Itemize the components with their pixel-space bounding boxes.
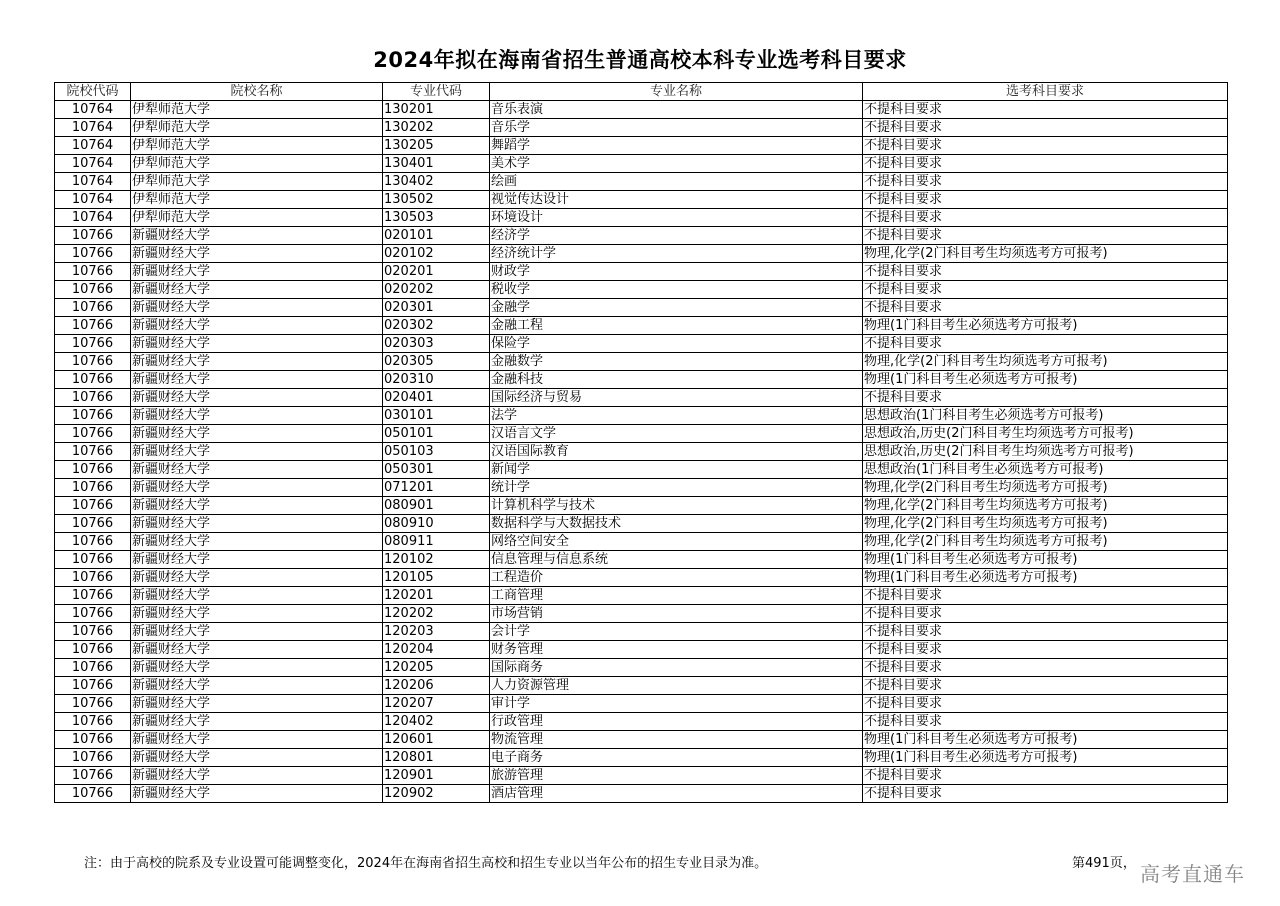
subject-requirement-cell: 不提科目要求 <box>863 659 1228 677</box>
school-code-cell: 10764 <box>55 101 131 119</box>
major-name-cell: 网络空间安全 <box>490 533 863 551</box>
major-name-cell: 经济统计学 <box>490 245 863 263</box>
major-name-cell: 美术学 <box>490 155 863 173</box>
school-code-cell: 10766 <box>55 623 131 641</box>
major-code-cell: 120105 <box>383 569 490 587</box>
school-name-cell: 新疆财经大学 <box>131 263 383 281</box>
table-row <box>55 605 1228 623</box>
major-name-cell: 经济学 <box>490 227 863 245</box>
table-row <box>55 101 1228 119</box>
major-name-cell: 人力资源管理 <box>490 677 863 695</box>
major-name-cell: 汉语言文学 <box>490 425 863 443</box>
major-name-cell: 新闻学 <box>490 461 863 479</box>
subject-requirement-cell: 不提科目要求 <box>863 119 1228 137</box>
major-name-cell: 环境设计 <box>490 209 863 227</box>
major-name-cell: 信息管理与信息系统 <box>490 551 863 569</box>
major-code-cell: 050101 <box>383 425 490 443</box>
table-row <box>55 227 1228 245</box>
major-code-cell: 020302 <box>383 317 490 335</box>
school-code-cell: 10766 <box>55 533 131 551</box>
school-code-cell: 10766 <box>55 605 131 623</box>
school-name-cell: 新疆财经大学 <box>131 299 383 317</box>
table-row <box>55 245 1228 263</box>
major-name-cell: 音乐表演 <box>490 101 863 119</box>
subject-requirement-cell: 不提科目要求 <box>863 767 1228 785</box>
major-name-cell: 金融科技 <box>490 371 863 389</box>
header-major-name: 专业名称 <box>490 83 863 101</box>
major-name-cell: 工程造价 <box>490 569 863 587</box>
school-name-cell: 新疆财经大学 <box>131 767 383 785</box>
school-code-cell: 10764 <box>55 209 131 227</box>
school-code-cell: 10766 <box>55 785 131 803</box>
school-code-cell: 10766 <box>55 389 131 407</box>
major-name-cell: 税收学 <box>490 281 863 299</box>
major-code-cell: 030101 <box>383 407 490 425</box>
school-code-cell: 10766 <box>55 515 131 533</box>
subject-requirement-cell: 不提科目要求 <box>863 605 1228 623</box>
school-code-cell: 10766 <box>55 443 131 461</box>
school-code-cell: 10766 <box>55 281 131 299</box>
school-name-cell: 新疆财经大学 <box>131 317 383 335</box>
subject-requirement-cell: 物理,化学(2门科目考生均须选考方可报考) <box>863 533 1228 551</box>
school-name-cell: 新疆财经大学 <box>131 551 383 569</box>
school-code-cell: 10766 <box>55 695 131 713</box>
school-name-cell: 新疆财经大学 <box>131 497 383 515</box>
major-name-cell: 舞蹈学 <box>490 137 863 155</box>
subject-requirement-cell: 不提科目要求 <box>863 389 1228 407</box>
school-name-cell: 新疆财经大学 <box>131 245 383 263</box>
header-school-name: 院校名称 <box>131 83 383 101</box>
major-code-cell: 130201 <box>383 101 490 119</box>
table-row <box>55 767 1228 785</box>
subject-requirement-cell: 不提科目要求 <box>863 695 1228 713</box>
major-name-cell: 数据科学与大数据技术 <box>490 515 863 533</box>
school-code-cell: 10766 <box>55 497 131 515</box>
major-name-cell: 审计学 <box>490 695 863 713</box>
major-code-cell: 020202 <box>383 281 490 299</box>
subject-requirement-cell: 思想政治,历史(2门科目考生均须选考方可报考) <box>863 425 1228 443</box>
major-code-cell: 120207 <box>383 695 490 713</box>
school-name-cell: 伊犁师范大学 <box>131 119 383 137</box>
table-row <box>55 569 1228 587</box>
school-code-cell: 10766 <box>55 335 131 353</box>
subject-requirement-cell: 不提科目要求 <box>863 173 1228 191</box>
major-name-cell: 法学 <box>490 407 863 425</box>
school-name-cell: 伊犁师范大学 <box>131 101 383 119</box>
major-code-cell: 120205 <box>383 659 490 677</box>
major-name-cell: 财务管理 <box>490 641 863 659</box>
school-name-cell: 伊犁师范大学 <box>131 137 383 155</box>
school-code-cell: 10766 <box>55 227 131 245</box>
school-name-cell: 新疆财经大学 <box>131 605 383 623</box>
major-name-cell: 行政管理 <box>490 713 863 731</box>
subject-requirement-cell: 不提科目要求 <box>863 191 1228 209</box>
school-name-cell: 伊犁师范大学 <box>131 191 383 209</box>
subject-requirement-cell: 物理,化学(2门科目考生均须选考方可报考) <box>863 245 1228 263</box>
table-row <box>55 425 1228 443</box>
major-code-cell: 020305 <box>383 353 490 371</box>
major-code-cell: 020101 <box>383 227 490 245</box>
subject-requirement-cell: 不提科目要求 <box>863 155 1228 173</box>
school-code-cell: 10766 <box>55 587 131 605</box>
table-row <box>55 479 1228 497</box>
table-row <box>55 119 1228 137</box>
school-name-cell: 新疆财经大学 <box>131 659 383 677</box>
subject-requirement-cell: 不提科目要求 <box>863 713 1228 731</box>
major-code-cell: 120204 <box>383 641 490 659</box>
school-code-cell: 10764 <box>55 191 131 209</box>
table-row <box>55 659 1228 677</box>
school-name-cell: 新疆财经大学 <box>131 695 383 713</box>
school-name-cell: 新疆财经大学 <box>131 623 383 641</box>
subject-requirement-cell: 不提科目要求 <box>863 101 1228 119</box>
school-name-cell: 新疆财经大学 <box>131 281 383 299</box>
table-row <box>55 713 1228 731</box>
table-row <box>55 353 1228 371</box>
table-header-row <box>55 83 1228 101</box>
major-code-cell: 120203 <box>383 623 490 641</box>
subject-requirement-cell: 物理(1门科目考生必须选考方可报考) <box>863 749 1228 767</box>
school-code-cell: 10766 <box>55 677 131 695</box>
header-subject-requirement: 选考科目要求 <box>863 83 1228 101</box>
major-name-cell: 统计学 <box>490 479 863 497</box>
header-school-code: 院校代码 <box>55 83 131 101</box>
table-row <box>55 371 1228 389</box>
table-row <box>55 263 1228 281</box>
table-row <box>55 209 1228 227</box>
subject-requirement-cell: 不提科目要求 <box>863 785 1228 803</box>
school-code-cell: 10766 <box>55 371 131 389</box>
school-name-cell: 新疆财经大学 <box>131 785 383 803</box>
school-code-cell: 10766 <box>55 641 131 659</box>
major-code-cell: 071201 <box>383 479 490 497</box>
school-code-cell: 10766 <box>55 731 131 749</box>
school-code-cell: 10764 <box>55 137 131 155</box>
table-body <box>55 101 1228 803</box>
subject-requirement-cell: 不提科目要求 <box>863 335 1228 353</box>
school-code-cell: 10766 <box>55 461 131 479</box>
major-name-cell: 计算机科学与技术 <box>490 497 863 515</box>
school-code-cell: 10764 <box>55 155 131 173</box>
school-name-cell: 新疆财经大学 <box>131 677 383 695</box>
school-name-cell: 伊犁师范大学 <box>131 209 383 227</box>
subject-requirement-cell: 物理(1门科目考生必须选考方可报考) <box>863 371 1228 389</box>
table-row <box>55 299 1228 317</box>
subject-requirement-cell: 物理,化学(2门科目考生均须选考方可报考) <box>863 515 1228 533</box>
school-name-cell: 新疆财经大学 <box>131 731 383 749</box>
major-code-cell: 080901 <box>383 497 490 515</box>
major-code-cell: 120202 <box>383 605 490 623</box>
major-name-cell: 金融数学 <box>490 353 863 371</box>
major-name-cell: 金融工程 <box>490 317 863 335</box>
school-code-cell: 10766 <box>55 407 131 425</box>
subject-requirement-cell: 思想政治(1门科目考生必须选考方可报考) <box>863 407 1228 425</box>
school-code-cell: 10766 <box>55 263 131 281</box>
school-code-cell: 10766 <box>55 749 131 767</box>
school-code-cell: 10766 <box>55 767 131 785</box>
school-name-cell: 新疆财经大学 <box>131 461 383 479</box>
subject-requirement-cell: 物理(1门科目考生必须选考方可报考) <box>863 731 1228 749</box>
subject-requirement-cell: 物理,化学(2门科目考生均须选考方可报考) <box>863 479 1228 497</box>
major-code-cell: 080910 <box>383 515 490 533</box>
subject-requirement-cell: 不提科目要求 <box>863 587 1228 605</box>
school-code-cell: 10766 <box>55 353 131 371</box>
table-row <box>55 281 1228 299</box>
major-code-cell: 020201 <box>383 263 490 281</box>
school-code-cell: 10766 <box>55 569 131 587</box>
major-name-cell: 旅游管理 <box>490 767 863 785</box>
subject-requirement-cell: 物理(1门科目考生必须选考方可报考) <box>863 569 1228 587</box>
school-code-cell: 10766 <box>55 317 131 335</box>
major-name-cell: 工商管理 <box>490 587 863 605</box>
school-name-cell: 新疆财经大学 <box>131 407 383 425</box>
school-name-cell: 新疆财经大学 <box>131 443 383 461</box>
major-code-cell: 020301 <box>383 299 490 317</box>
footer-note: 注：由于高校的院系及专业设置可能调整变化，2024年在海南省招生高校和招生专业以当年公布的招生专业目录为准。 <box>84 856 768 871</box>
school-code-cell: 10766 <box>55 425 131 443</box>
school-name-cell: 新疆财经大学 <box>131 713 383 731</box>
subject-requirements-table <box>54 82 1228 803</box>
school-code-cell: 10766 <box>55 479 131 497</box>
school-name-cell: 新疆财经大学 <box>131 533 383 551</box>
school-name-cell: 新疆财经大学 <box>131 479 383 497</box>
table-row <box>55 641 1228 659</box>
major-code-cell: 020102 <box>383 245 490 263</box>
subject-requirement-cell: 不提科目要求 <box>863 281 1228 299</box>
subject-requirement-cell: 物理(1门科目考生必须选考方可报考) <box>863 551 1228 569</box>
table-row <box>55 749 1228 767</box>
major-code-cell: 130205 <box>383 137 490 155</box>
table-row <box>55 623 1228 641</box>
major-name-cell: 音乐学 <box>490 119 863 137</box>
subject-requirement-cell: 思想政治(1门科目考生必须选考方可报考) <box>863 461 1228 479</box>
school-name-cell: 新疆财经大学 <box>131 515 383 533</box>
major-name-cell: 物流管理 <box>490 731 863 749</box>
major-name-cell: 市场营销 <box>490 605 863 623</box>
table-row <box>55 443 1228 461</box>
subject-requirement-cell: 不提科目要求 <box>863 677 1228 695</box>
major-name-cell: 国际经济与贸易 <box>490 389 863 407</box>
school-name-cell: 新疆财经大学 <box>131 641 383 659</box>
major-code-cell: 120201 <box>383 587 490 605</box>
school-name-cell: 新疆财经大学 <box>131 587 383 605</box>
subject-requirement-cell: 不提科目要求 <box>863 209 1228 227</box>
table-row <box>55 497 1228 515</box>
school-code-cell: 10766 <box>55 245 131 263</box>
major-code-cell: 080911 <box>383 533 490 551</box>
subject-requirement-cell: 物理,化学(2门科目考生均须选考方可报考) <box>863 497 1228 515</box>
major-code-cell: 120901 <box>383 767 490 785</box>
major-code-cell: 130502 <box>383 191 490 209</box>
school-code-cell: 10766 <box>55 659 131 677</box>
major-code-cell: 050301 <box>383 461 490 479</box>
subject-requirement-cell: 不提科目要求 <box>863 137 1228 155</box>
table-row <box>55 155 1228 173</box>
major-name-cell: 金融学 <box>490 299 863 317</box>
school-name-cell: 新疆财经大学 <box>131 371 383 389</box>
table-row <box>55 389 1228 407</box>
major-code-cell: 120206 <box>383 677 490 695</box>
table-row <box>55 407 1228 425</box>
subject-requirement-cell: 不提科目要求 <box>863 641 1228 659</box>
table-row <box>55 191 1228 209</box>
table-row <box>55 695 1228 713</box>
major-code-cell: 020310 <box>383 371 490 389</box>
major-code-cell: 120601 <box>383 731 490 749</box>
major-code-cell: 050103 <box>383 443 490 461</box>
page-title: 2024年拟在海南省招生普通高校本科专业选考科目要求 <box>373 48 907 72</box>
table-row <box>55 731 1228 749</box>
table-row <box>55 677 1228 695</box>
major-name-cell: 酒店管理 <box>490 785 863 803</box>
school-code-cell: 10766 <box>55 713 131 731</box>
school-name-cell: 新疆财经大学 <box>131 353 383 371</box>
school-name-cell: 新疆财经大学 <box>131 335 383 353</box>
major-code-cell: 130402 <box>383 173 490 191</box>
subject-requirement-cell: 不提科目要求 <box>863 299 1228 317</box>
watermark: 高考直通车 <box>1140 862 1245 886</box>
page-number: 第491页， <box>1072 856 1136 871</box>
table-row <box>55 533 1228 551</box>
school-code-cell: 10764 <box>55 119 131 137</box>
major-code-cell: 120902 <box>383 785 490 803</box>
school-name-cell: 新疆财经大学 <box>131 425 383 443</box>
major-code-cell: 130202 <box>383 119 490 137</box>
major-name-cell: 财政学 <box>490 263 863 281</box>
table-row <box>55 173 1228 191</box>
major-code-cell: 130503 <box>383 209 490 227</box>
school-name-cell: 伊犁师范大学 <box>131 173 383 191</box>
table-row <box>55 335 1228 353</box>
major-name-cell: 绘画 <box>490 173 863 191</box>
major-name-cell: 国际商务 <box>490 659 863 677</box>
major-name-cell: 电子商务 <box>490 749 863 767</box>
table-row <box>55 515 1228 533</box>
table-row <box>55 137 1228 155</box>
subject-requirement-cell: 物理(1门科目考生必须选考方可报考) <box>863 317 1228 335</box>
major-code-cell: 120402 <box>383 713 490 731</box>
major-code-cell: 130401 <box>383 155 490 173</box>
school-name-cell: 伊犁师范大学 <box>131 155 383 173</box>
school-name-cell: 新疆财经大学 <box>131 749 383 767</box>
subject-requirement-cell: 不提科目要求 <box>863 263 1228 281</box>
major-code-cell: 120801 <box>383 749 490 767</box>
school-name-cell: 新疆财经大学 <box>131 569 383 587</box>
major-name-cell: 视觉传达设计 <box>490 191 863 209</box>
major-code-cell: 020303 <box>383 335 490 353</box>
school-code-cell: 10766 <box>55 551 131 569</box>
table-row <box>55 551 1228 569</box>
subject-requirement-cell: 思想政治,历史(2门科目考生均须选考方可报考) <box>863 443 1228 461</box>
header-major-code: 专业代码 <box>383 83 490 101</box>
school-code-cell: 10766 <box>55 299 131 317</box>
table-row <box>55 587 1228 605</box>
table-row <box>55 785 1228 803</box>
major-name-cell: 汉语国际教育 <box>490 443 863 461</box>
subject-requirement-cell: 不提科目要求 <box>863 227 1228 245</box>
major-code-cell: 020401 <box>383 389 490 407</box>
school-name-cell: 新疆财经大学 <box>131 227 383 245</box>
major-name-cell: 保险学 <box>490 335 863 353</box>
major-name-cell: 会计学 <box>490 623 863 641</box>
table-row <box>55 317 1228 335</box>
school-code-cell: 10764 <box>55 173 131 191</box>
major-code-cell: 120102 <box>383 551 490 569</box>
subject-requirement-cell: 物理,化学(2门科目考生均须选考方可报考) <box>863 353 1228 371</box>
subject-requirement-cell: 不提科目要求 <box>863 623 1228 641</box>
school-name-cell: 新疆财经大学 <box>131 389 383 407</box>
table-row <box>55 461 1228 479</box>
